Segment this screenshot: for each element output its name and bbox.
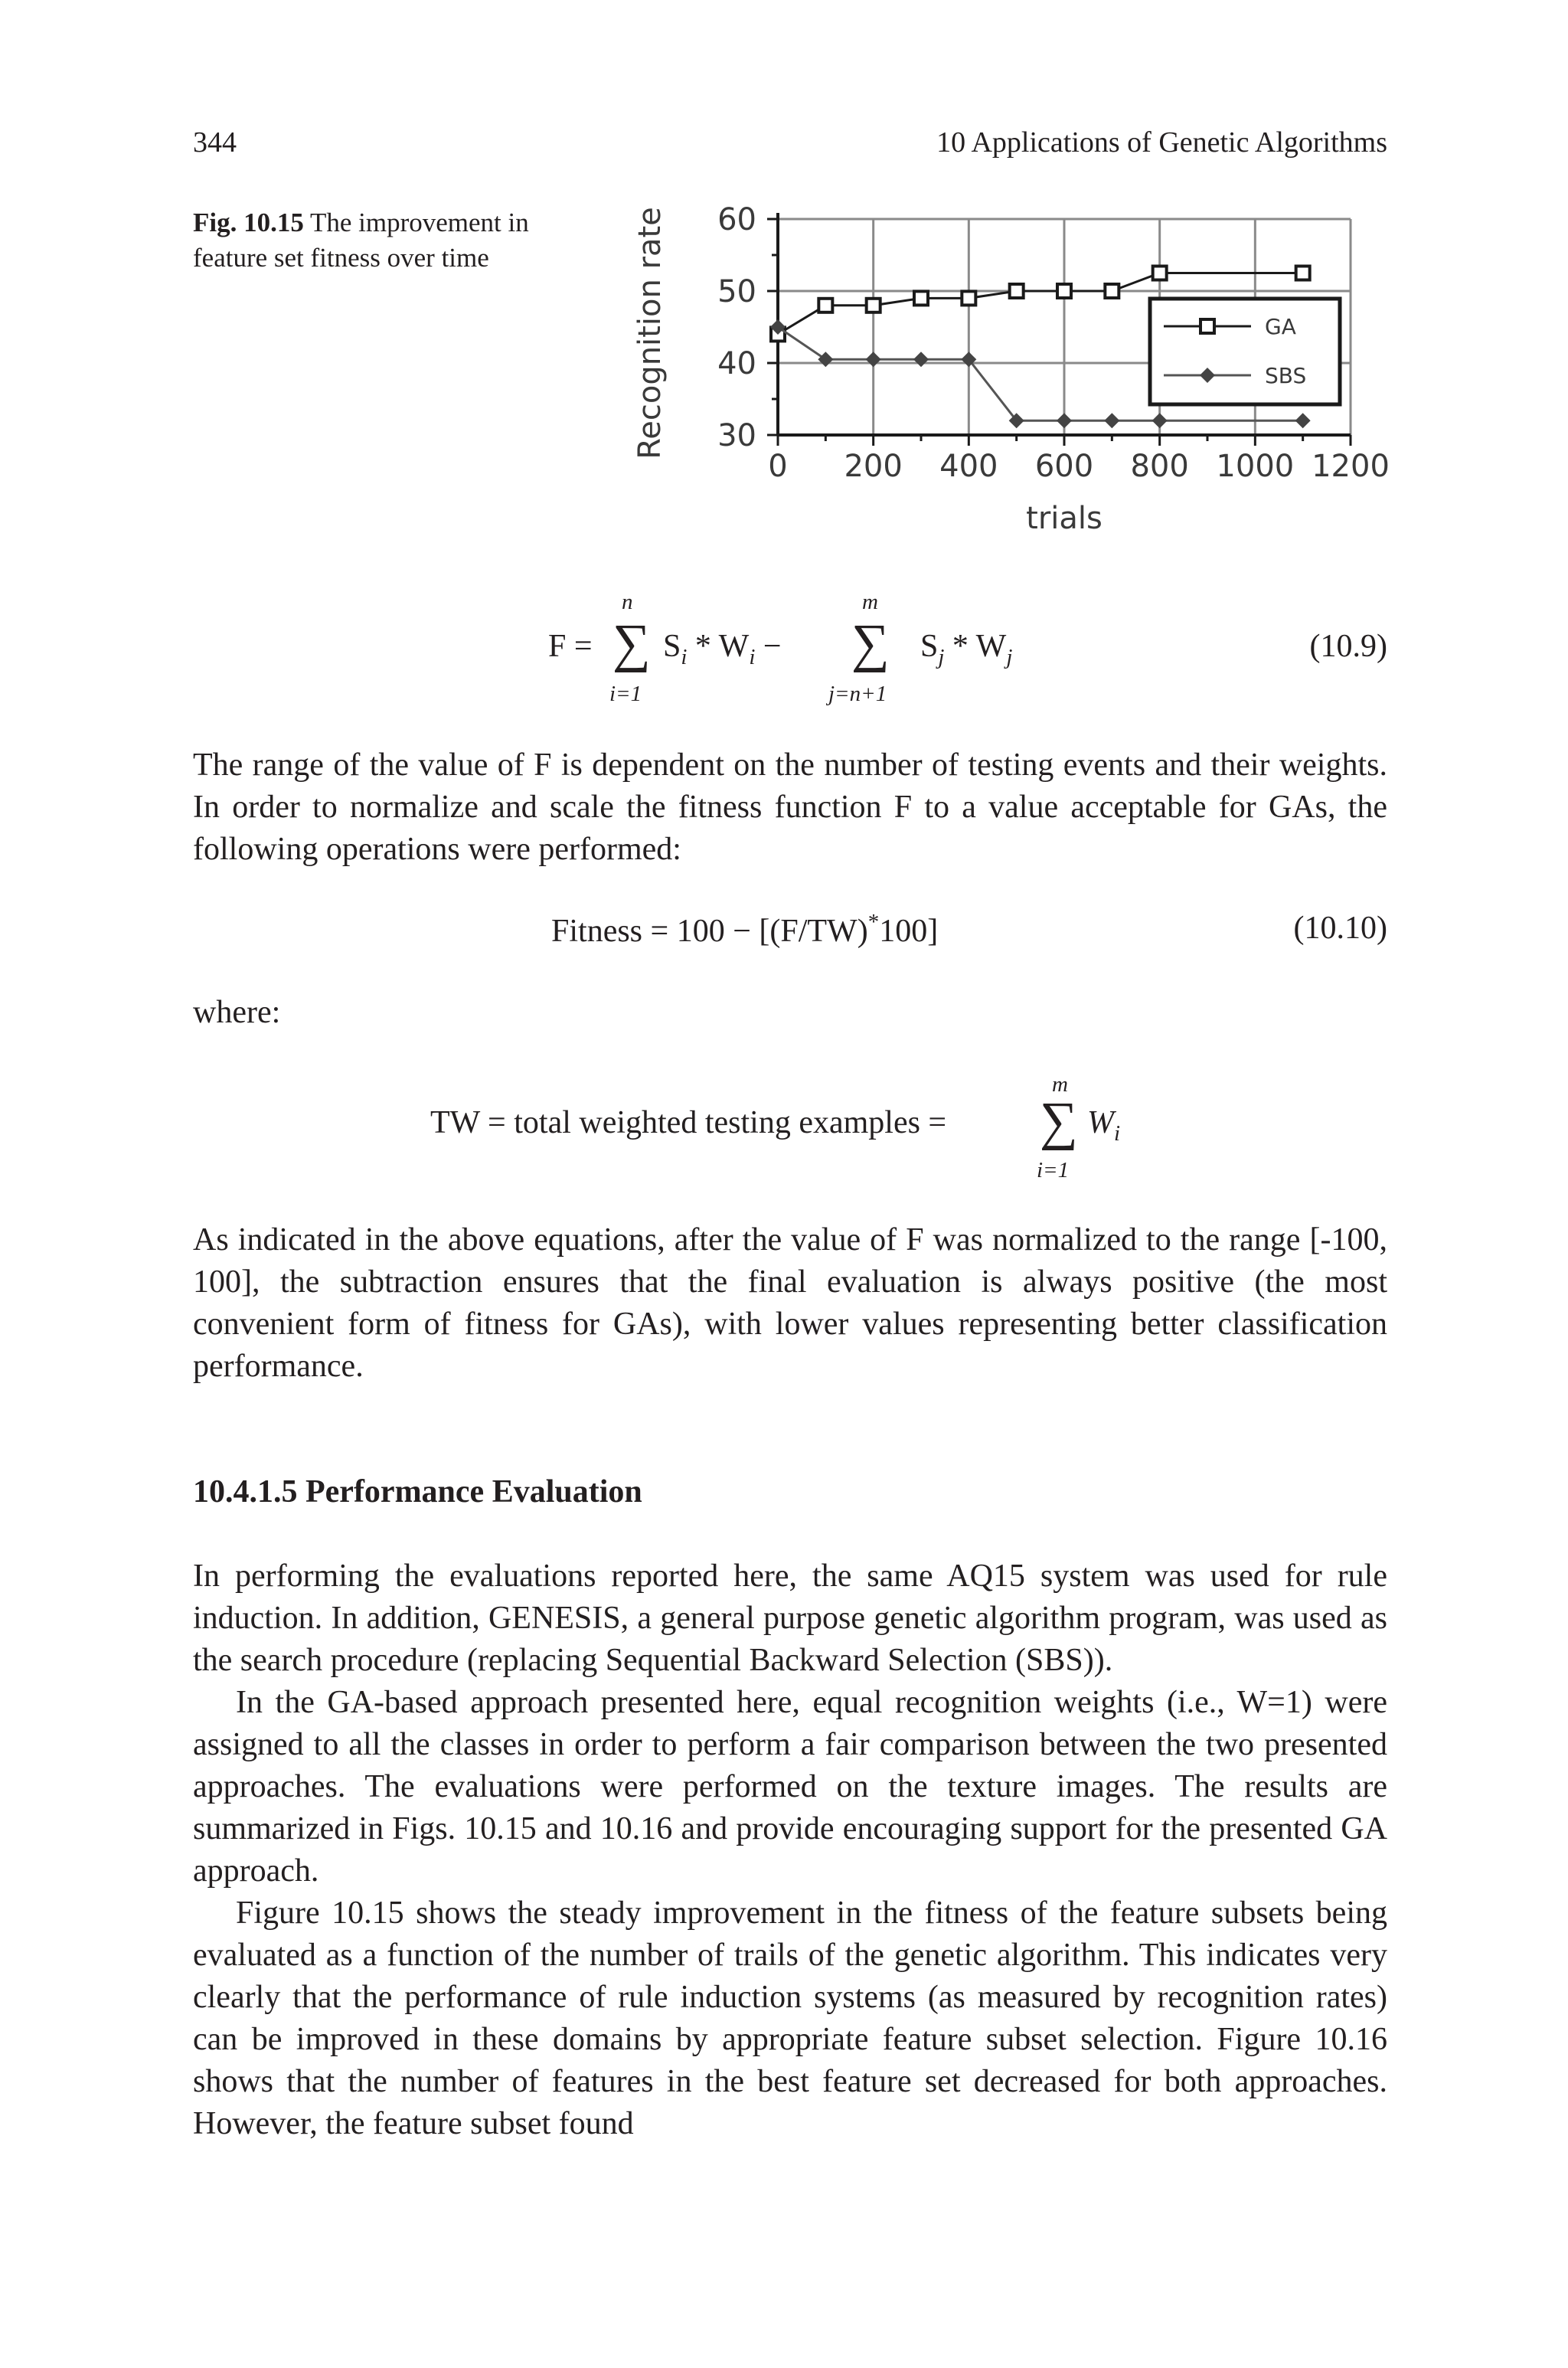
sum2-upper: m [862, 590, 878, 614]
sum1-upper: n [622, 590, 633, 614]
data-point-sbs [1057, 413, 1072, 428]
eq-term1 [663, 628, 782, 670]
legend-marker-ga [1200, 319, 1214, 333]
figure-label: Fig. 10.15 [193, 208, 304, 237]
eq-term2 [920, 628, 1012, 670]
equation-10-9 [548, 590, 1387, 720]
tw-sum-upper: m [1052, 1072, 1068, 1097]
equation-10-10 [193, 910, 1387, 956]
term1-mid: * W [687, 629, 750, 664]
tw-text: TW = total weighted testing examples = [430, 1105, 947, 1140]
paragraph-range: The range of the value of F is dependent on the number of testing events and their weights. In order to normalize and scale the fitness function F to a value acceptable for GAs, the following operations were performed: [193, 747, 1387, 867]
paragraph-ga-approach: In the GA-based approach presented here, equal recognition weights (i.e., W=1) were assigned to all the classes in order to perform a fair comparison between the two presented approaches. The evaluations were performed on the texture images. The results are summarized in Figs. 10.15 and 10.16 and provide encouraging support for the presented GA approach. [193, 1685, 1387, 1889]
paragraph-normalization: As indicated in the above equations, after the value of F was normalized to the range [-100, 100], the subtraction ensures that the final evaluation is always positive (the most convenient form of fitness for GAs), with lower values representing better classification performance. [193, 1222, 1387, 1384]
data-point-ga [1153, 267, 1167, 280]
y-axis-label: Recognition rate [632, 207, 668, 460]
section-heading: 10.4.1.5 Performance Evaluation [193, 1474, 642, 1509]
tw-sigma: ∑ [1040, 1092, 1078, 1151]
data-point-ga [867, 299, 880, 312]
data-point-sbs [913, 352, 929, 367]
x-tick-label: 600 [1034, 449, 1094, 484]
page-number: 344 [193, 126, 237, 159]
data-point-ga [962, 291, 975, 305]
x-tick-label: 1000 [1216, 449, 1295, 484]
paragraph-evaluations: In performing the evaluations reported here, the same AQ15 system was used for rule induction. In addition, GENESIS, a general purpose genetic algorithm program, was used as the search procedure (replacing Sequential Backward Selection (SBS)). [193, 1558, 1387, 1678]
legend-label-ga: GA [1265, 314, 1296, 339]
term1-s: S [663, 629, 681, 664]
term2-s: S [920, 629, 939, 664]
figure-caption [193, 205, 591, 276]
y-tick-label: 50 [717, 274, 756, 309]
fitness-star: * [867, 910, 880, 934]
data-point-ga [1057, 284, 1071, 298]
sum2-sigma: ∑ [851, 614, 890, 673]
fitness-right: 100] [879, 914, 939, 949]
data-point-ga [914, 291, 928, 305]
data-point-ga [1010, 284, 1024, 298]
data-point-ga [818, 299, 832, 312]
data-point-sbs [1104, 413, 1119, 428]
tw-w: W [1087, 1105, 1114, 1140]
term2-w-index: j [1006, 645, 1013, 669]
fitness-left: Fitness = 100 − [(F/TW) [551, 914, 868, 949]
where-label: where: [193, 995, 281, 1030]
x-tick-label: 200 [844, 449, 903, 484]
term1-w-index: i [749, 645, 756, 669]
legend-label-sbs: SBS [1265, 363, 1307, 388]
data-point-sbs [1295, 413, 1311, 428]
fitness-chart [622, 191, 1403, 559]
chart-legend [1150, 299, 1340, 404]
x-tick-label: 1200 [1312, 449, 1390, 484]
tw-term [1087, 1104, 1120, 1146]
y-tick-label: 40 [717, 346, 756, 381]
data-point-ga [1105, 284, 1119, 298]
tw-w-index: i [1114, 1121, 1121, 1146]
sum1-lower: i=1 [609, 682, 642, 706]
term2-mid: * W [944, 629, 1007, 664]
sum2-lower: j=n+1 [828, 682, 887, 706]
equation-number-10-9: (10.9) [1309, 629, 1387, 664]
y-tick-label: 30 [717, 418, 756, 453]
term2-s-index: j [938, 645, 945, 669]
y-tick-label: 60 [717, 202, 756, 237]
data-point-sbs [1152, 413, 1168, 428]
paragraph-figure-10-15: Figure 10.15 shows the steady improvement in the fitness of the feature subsets being evaluated as a function of the number of trails of the genetic algorithm. This indicates very clearly that the performance of rule induction systems (as measured by recognition rates) can be improved in these domains by appropriate feature subset selection. Figure 10.16 shows that the number of features in the best feature set decreased for both approaches. However, the feature subset found [193, 1895, 1387, 2141]
x-tick-label: 800 [1130, 449, 1189, 484]
x-axis-label: trials [1026, 501, 1102, 536]
x-tick-label: 400 [939, 449, 998, 484]
sum1-sigma: ∑ [612, 614, 651, 673]
tw-sum-lower: i=1 [1037, 1158, 1070, 1182]
running-head [193, 126, 1387, 172]
x-tick-label: 0 [768, 449, 788, 484]
chapter-title: 10 Applications of Genetic Algorithms [936, 126, 1387, 159]
legend-box [1150, 299, 1340, 404]
eq-minus: − [755, 629, 782, 664]
equation-tw [430, 1072, 1165, 1195]
data-point-sbs [818, 352, 833, 367]
figure-caption-text: The improvement in feature set fitness over time [193, 208, 529, 273]
eq-lhs: F = [548, 629, 593, 664]
data-point-ga [1296, 267, 1310, 280]
data-point-sbs [866, 352, 881, 367]
eq-fitness [551, 910, 938, 950]
term1-s-index: i [681, 645, 688, 669]
equation-number-10-10: (10.10) [1293, 911, 1387, 946]
